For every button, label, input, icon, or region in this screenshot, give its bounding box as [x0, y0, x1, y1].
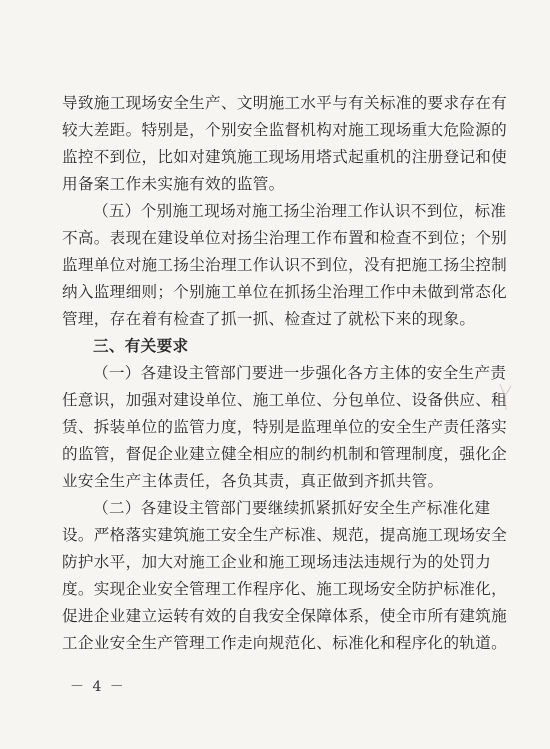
paragraph-3-line-2: 任意识，加强对建设单位、施工单位、分包单位、设备供应、租	[62, 391, 508, 409]
paragraph-4-line-1: （二）各建设主管部门要继续抓紧抓好安全生产标准化建	[93, 499, 491, 517]
paragraph-3-line-1: （一）各建设主管部门要进一步强化各方主体的安全生产责	[93, 364, 507, 382]
paragraph-4-line-4: 度。实现企业安全管理工作程序化、施工现场安全防护标准化，	[62, 580, 508, 598]
paragraph-3-line-5: 业安全生产主体责任，各负其责，真正做到齐抓共管。	[62, 472, 444, 490]
paragraph-2-line-2: 不高。表现在建设单位对扬尘治理工作布置和检查不到位；个别	[62, 229, 508, 247]
paragraph-3-line-4: 的监管，督促企业建立健全相应的制约机制和管理制度，强化企	[62, 445, 508, 463]
paragraph-2-line-4: 纳入监理细则；个别施工单位在抓扬尘治理工作中未做到常态化	[62, 283, 508, 301]
paragraph-1-line-1: 导致施工现场安全生产、文明施工水平与有关标准的要求存在有	[62, 94, 508, 112]
paragraph-3-line-3: 赁、拆装单位的监管力度，特别是监理单位的安全生产责任落实	[62, 418, 508, 436]
paragraph-2-line-1: （五）个别施工现场对施工扬尘治理工作认识不到位，标准	[93, 202, 507, 220]
page-number: － 4 －	[70, 679, 126, 695]
paragraph-4-line-6: 工企业安全生产管理工作走向规范化、标准化和程序化的轨道。	[62, 634, 508, 652]
paragraph-1-line-4: 用备案工作未实施有效的监管。	[62, 175, 285, 193]
paragraph-4-line-3: 防护水平，加大对施工企业和施工现场违法违规行为的处罚力	[62, 553, 492, 571]
paragraph-4-line-5: 促进企业建立运转有效的自我安全保障体系，使全市所有建筑施	[62, 607, 508, 625]
paragraph-1-line-2: 较大差距。特别是，个别安全监督机构对施工现场重大危险源的	[62, 121, 508, 139]
paragraph-block	[62, 90, 508, 657]
paragraph-2-line-3: 监理单位对施工扬尘治理工作认识不到位，没有把施工扬尘控制	[62, 256, 508, 274]
paragraph-2-line-5: 管理，存在着有检查了抓一抓、检查过了就松下来的现象。	[62, 310, 476, 328]
paragraph-4-line-2: 设。严格落实建筑施工安全生产标准、规范，提高施工现场安全	[62, 526, 508, 544]
section-heading: 三、有关要求	[93, 337, 189, 355]
margin-scan-mark	[497, 380, 515, 414]
paragraph-1-line-3: 监控不到位，比如对建筑施工现场用塔式起重机的注册登记和使	[62, 148, 508, 166]
